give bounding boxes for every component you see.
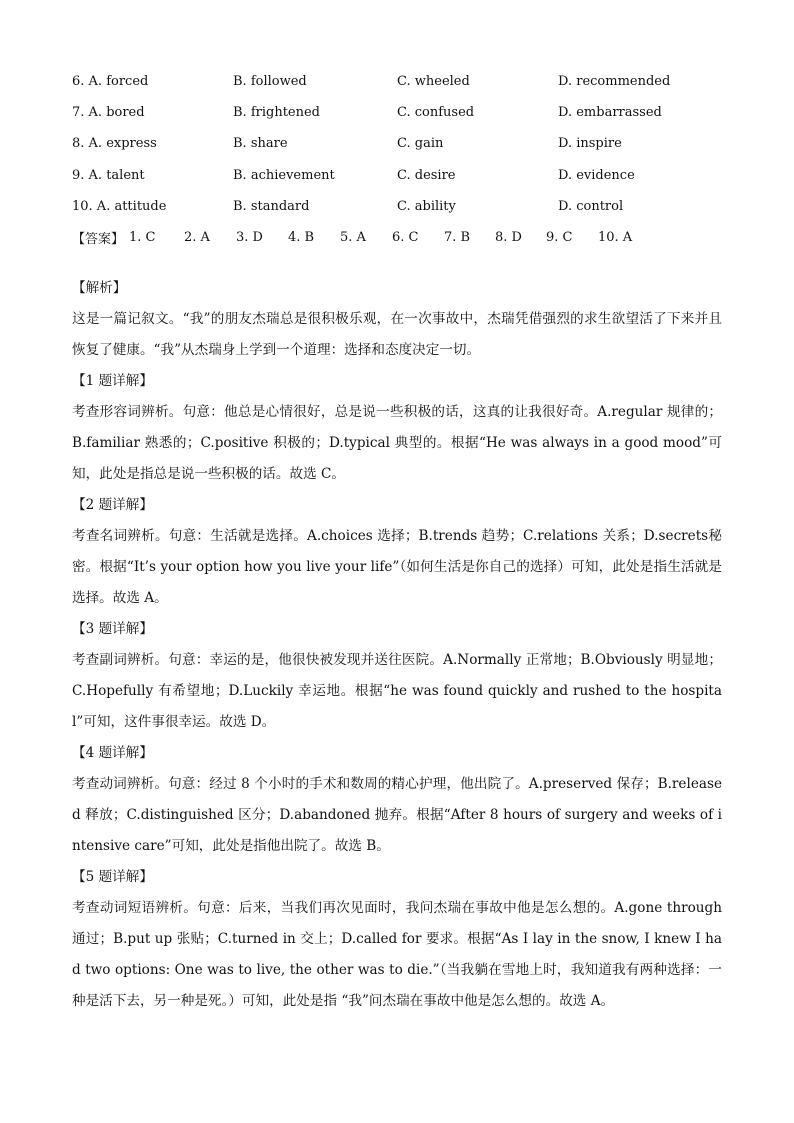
option-row-8 (72, 128, 722, 159)
option-row-10 (72, 191, 722, 222)
option-b: B. standard (233, 198, 310, 214)
option-c: C. gain (397, 136, 444, 152)
answer-item: 1. C (129, 229, 156, 245)
answer-item: 7. B (444, 229, 471, 245)
detail-title-2: 【2 题详解】 (72, 496, 153, 513)
option-d: D. control (558, 198, 624, 214)
answer-item: 5. A (340, 229, 366, 245)
analysis-title: 【解析】 (72, 279, 127, 296)
answer-item: 8. D (495, 229, 522, 245)
detail-text-5: 考查动词短语辨析。句意：后来，当我们再次见面时，我问杰瑞在事故中他是怎么想的。A.gone through 通过；B.put up 张贴；C.turned in 交上；D.called for 要求。根据“As I lay in the snow, I knew I had two options: One was to live, the other was to die.”（当我躺在雪地上时，我知道我有两种选择：一种是活下去，另一种是死。）可知，此处是指 “我”问杰瑞在事故中他是怎么想的。故选 A。 (72, 899, 722, 1009)
detail-text-4: 考查动词辨析。句意：经过 8 个小时的手术和数周的精心护理，他出院了。A.preserved 保存；B.released 释放；C.distinguished 区分；D.abandoned 抛弃。根据“After 8 hours of surgery and weeks of intensive care”可知，此处是指他出院了。故选 B。 (72, 775, 722, 854)
answer-item: 6. C (392, 229, 419, 245)
detail-title-5: 【5 题详解】 (72, 868, 153, 885)
option-a: 9. A. talent (72, 167, 145, 183)
option-a: 8. A. express (72, 136, 157, 152)
option-d: D. embarrassed (558, 105, 662, 121)
answer-item: 2. A (184, 229, 210, 245)
detail-title-3: 【3 题详解】 (72, 620, 153, 637)
detail-title-1: 【1 题详解】 (72, 372, 153, 389)
option-c: C. wheeled (397, 74, 470, 90)
document-page (72, 66, 722, 1017)
option-d: D. recommended (558, 74, 671, 90)
option-row-9 (72, 160, 722, 191)
option-b: B. share (233, 136, 288, 152)
option-c: C. ability (397, 198, 456, 214)
answer-item: 9. C (546, 229, 573, 245)
option-row-7 (72, 97, 722, 128)
answer-label: 【答案】 (72, 231, 125, 247)
answer-item: 10. A (598, 229, 633, 245)
option-a: 10. A. attitude (72, 198, 167, 214)
detail-text-2: 考查名词辨析。句意：生活就是选择。A.choices 选择；B.trends 趋势；C.relations 关系；D.secrets秘密。根据“It’s your option how you live your life”（如何生活是你自己的选择）可知，此处是指生活就是选择。故选 A。 (72, 527, 722, 606)
option-a: 7. A. bored (72, 105, 145, 121)
analysis-summary: 这是一篇记叙文。“我”的朋友杰瑞总是很积极乐观，在一次事故中，杰瑞凭借强烈的求生欲望活了下来并且恢复了健康。“我”从杰瑞身上学到一个道理：选择和态度决定一切。 (72, 310, 722, 358)
answer-item: 4. B (288, 229, 315, 245)
option-c: C. desire (397, 167, 456, 183)
option-d: D. evidence (558, 167, 635, 183)
option-d: D. inspire (558, 136, 622, 152)
answer-item: 3. D (236, 229, 263, 245)
detail-text-3: 考查副词辨析。句意：幸运的是，他很快被发现并送往医院。A.Normally 正常地；B.Obviously 明显地；C.Hopefully 有希望地；D.Luckily 幸运地。根据“he was found quickly and rushed to the hospital”可知，这件事很幸运。故选 D。 (72, 651, 722, 730)
option-c: C. confused (397, 105, 475, 121)
option-b: B. frightened (233, 105, 321, 121)
options-block (72, 66, 722, 222)
option-b: B. followed (233, 74, 307, 90)
answer-row (72, 222, 722, 253)
option-row-6 (72, 66, 722, 97)
option-a: 6. A. forced (72, 74, 149, 90)
detail-text-1: 考查形容词辨析。句意：他总是心情很好，总是说一些积极的话，这真的让我很好奇。A.regular 规律的；B.familiar 熟悉的；C.positive 积极的；D.typical 典型的。根据“He was always in a good mood”可知，此处是指总是说一些积极的话。故选 C。 (72, 403, 722, 482)
detail-title-4: 【4 题详解】 (72, 744, 153, 761)
option-b: B. achievement (233, 167, 335, 183)
